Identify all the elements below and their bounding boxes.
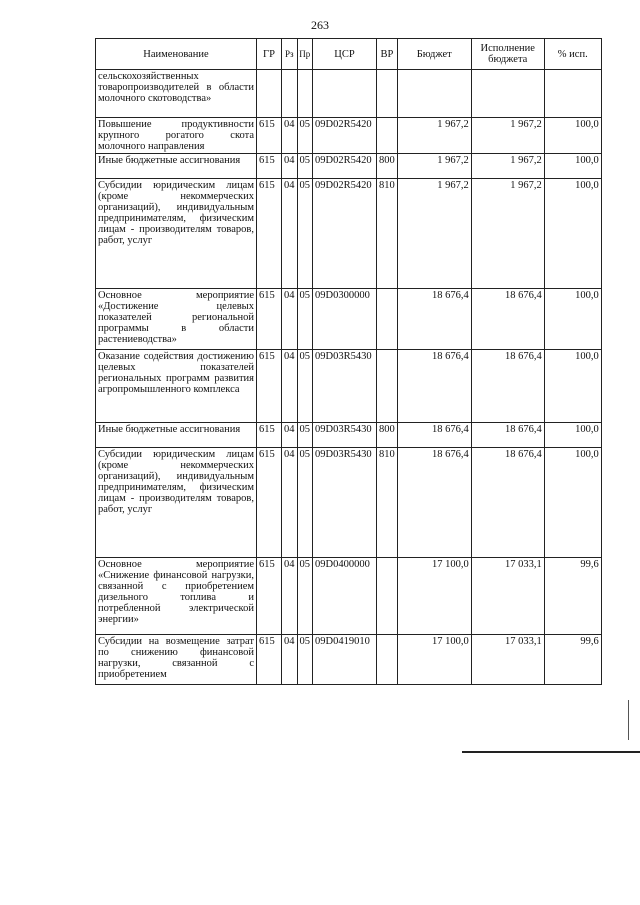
row-rz: 04 [282,350,298,423]
scan-artifact-line [462,751,640,753]
row-csr: 09D03R5430 [313,448,377,558]
row-vr: 810 [377,179,398,289]
budget-table [95,38,602,685]
row-gr: 615 [257,350,282,423]
row-gr: 615 [257,635,282,685]
row-percent: 100,0 [544,423,601,448]
header-pr: Пр [297,39,313,70]
table-row [96,448,602,558]
row-budget [397,70,471,118]
row-name: Субсидии юридическим лицам (кроме некоммерческих организаций), индивидуальным предпринимателям, физическим лицам - производителям товаров, работ, услуг [96,179,257,289]
row-execution: 18 676,4 [471,350,544,423]
row-rz: 04 [282,118,298,154]
row-name: Основное мероприятие «Достижение целевых показателей региональной программы в области растениеводства» [96,289,257,350]
row-pr: 05 [297,350,313,423]
page-number: 263 [311,18,329,32]
row-execution: 17 033,1 [471,558,544,635]
row-execution: 18 676,4 [471,289,544,350]
row-csr: 09D03R5430 [313,350,377,423]
row-pr: 05 [297,118,313,154]
row-pr [297,70,313,118]
header-rz: Рз [282,39,298,70]
row-budget: 1 967,2 [397,118,471,154]
row-pr: 05 [297,448,313,558]
row-name: Иные бюджетные ассигнования [96,423,257,448]
row-rz: 04 [282,558,298,635]
row-budget: 18 676,4 [397,289,471,350]
row-csr [313,70,377,118]
row-csr: 09D0400000 [313,558,377,635]
header-csr: ЦСР [313,39,377,70]
row-percent: 99,6 [544,558,601,635]
row-execution: 1 967,2 [471,154,544,179]
row-vr [377,635,398,685]
row-percent: 100,0 [544,179,601,289]
row-percent: 100,0 [544,350,601,423]
table-row [96,179,602,289]
row-pr: 05 [297,154,313,179]
row-pr: 05 [297,423,313,448]
header-name: Наименование [96,39,257,70]
header-gr: ГР [257,39,282,70]
row-gr: 615 [257,423,282,448]
row-name: Оказание содействия достижению целевых показателей региональных программ развития агропромышленного комплекса [96,350,257,423]
row-budget: 17 100,0 [397,558,471,635]
row-execution: 17 033,1 [471,635,544,685]
row-csr: 09D02R5420 [313,118,377,154]
header-budget: Бюджет [397,39,471,70]
row-execution [471,70,544,118]
row-percent: 100,0 [544,448,601,558]
row-vr: 810 [377,448,398,558]
row-rz: 04 [282,179,298,289]
row-gr: 615 [257,154,282,179]
row-execution: 18 676,4 [471,448,544,558]
row-vr [377,289,398,350]
header-execution: Исполнение бюджета [471,39,544,70]
row-budget: 17 100,0 [397,635,471,685]
row-gr [257,70,282,118]
row-rz: 04 [282,635,298,685]
row-pr: 05 [297,179,313,289]
row-csr: 09D02R5420 [313,154,377,179]
row-name: Повышение продуктивности крупного рогатого скота молочного направления [96,118,257,154]
row-rz [282,70,298,118]
row-csr: 09D02R5420 [313,179,377,289]
table-row [96,350,602,423]
row-name: Иные бюджетные ассигнования [96,154,257,179]
table-header-row [96,39,602,70]
table-row [96,635,602,685]
row-rz: 04 [282,448,298,558]
row-gr: 615 [257,118,282,154]
row-pr: 05 [297,635,313,685]
table-row [96,118,602,154]
row-percent: 100,0 [544,118,601,154]
row-csr: 09D0419010 [313,635,377,685]
table-row [96,423,602,448]
row-rz: 04 [282,154,298,179]
row-percent: 100,0 [544,289,601,350]
header-vr: ВР [377,39,398,70]
row-gr: 615 [257,289,282,350]
row-rz: 04 [282,423,298,448]
row-name: Субсидии юридическим лицам (кроме некоммерческих организаций), индивидуальным предпринимателям, физическим лицам - производителям товаров, работ, услуг [96,448,257,558]
row-vr [377,118,398,154]
header-percent: % исп. [544,39,601,70]
row-vr [377,558,398,635]
table-row [96,154,602,179]
row-gr: 615 [257,448,282,558]
table-row [96,70,602,118]
row-vr [377,70,398,118]
row-csr: 09D03R5430 [313,423,377,448]
row-execution: 1 967,2 [471,179,544,289]
row-budget: 18 676,4 [397,423,471,448]
table-row [96,558,602,635]
table-row [96,289,602,350]
row-percent [544,70,601,118]
row-csr: 09D0300000 [313,289,377,350]
row-budget: 18 676,4 [397,448,471,558]
row-name: Субсидии на возмещение затрат по снижению финансовой нагрузки, связанной с приобретением [96,635,257,685]
row-name: Основное мероприятие «Снижение финансовой нагрузки, связанной с приобретением дизельного топлива и потребленной электрической энергии» [96,558,257,635]
row-budget: 18 676,4 [397,350,471,423]
row-execution: 1 967,2 [471,118,544,154]
row-gr: 615 [257,558,282,635]
row-vr: 800 [377,154,398,179]
row-pr: 05 [297,558,313,635]
scan-artifact-mark [628,700,629,740]
row-gr: 615 [257,179,282,289]
row-percent: 99,6 [544,635,601,685]
row-budget: 1 967,2 [397,154,471,179]
row-vr [377,350,398,423]
row-rz: 04 [282,289,298,350]
row-vr: 800 [377,423,398,448]
row-name: сельскохозяйственных товаропроизводителей в области молочного скотоводства» [96,70,257,118]
row-pr: 05 [297,289,313,350]
row-percent: 100,0 [544,154,601,179]
row-execution: 18 676,4 [471,423,544,448]
row-budget: 1 967,2 [397,179,471,289]
